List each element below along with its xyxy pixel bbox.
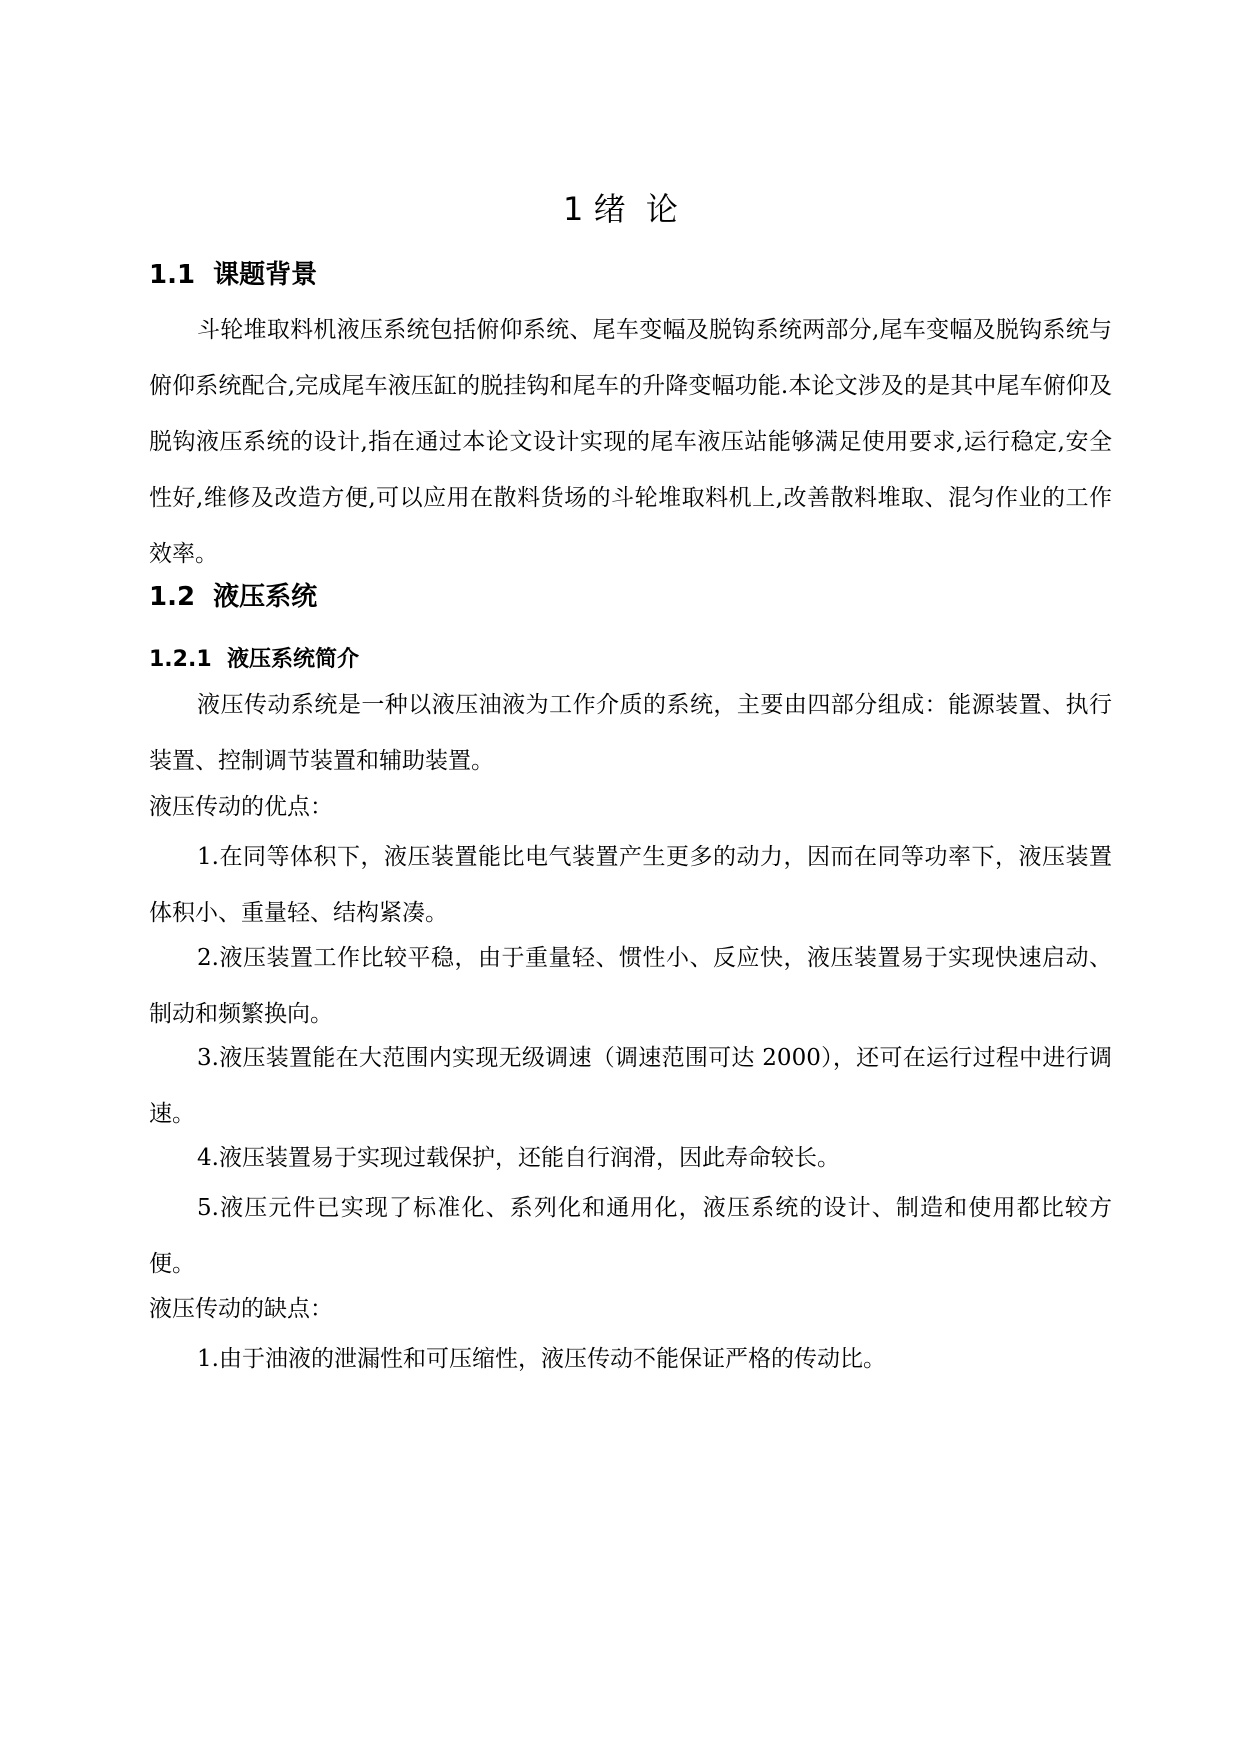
disadvantage-item: 1.由于油液的泄漏性和可压缩性，液压传动不能保证严格的传动比。 [197,1346,886,1372]
subsection-heading-1-2-1: 1.2.1 液压系统简介 [149,647,359,672]
section-heading-1-2: 1.2 液压系统 [149,582,318,612]
advantage-item: 5.液压元件已实现了标准化、系列化和通用化，液压系统的设计、制造和使用都比较方便。 [149,1195,1112,1277]
chapter-title: 1 绪 论 [563,190,678,228]
section-heading-1-1: 1.1 课题背景 [149,260,318,290]
advantage-item: 4.液压装置易于实现过载保护，还能自行润滑，因此寿命较长。 [197,1145,840,1171]
advantage-item: 3.液压装置能在大范围内实现无级调速（调速范围可达 2000），还可在运行过程中进行调速。 [149,1045,1112,1127]
advantages-label: 液压传动的优点： [149,794,333,820]
advantage-item: 2.液压装置工作比较平稳，由于重量轻、惯性小、反应快，液压装置易于实现快速启动、制动和频繁换向。 [149,945,1112,1027]
intro-paragraph: 液压传动系统是一种以液压油液为工作介质的系统，主要由四部分组成：能源装置、执行装置、控制调节装置和辅助装置。 [149,692,1112,774]
advantage-item: 1.在同等体积下，液压装置能比电气装置产生更多的动力，因而在同等功率下，液压装置体积小、重量轻、结构紧凑。 [149,844,1112,926]
disadvantages-label: 液压传动的缺点： [149,1296,333,1322]
background-paragraph: 斗轮堆取料机液压系统包括俯仰系统、尾车变幅及脱钩系统两部分,尾车变幅及脱钩系统与俯仰系统配合,完成尾车液压缸的脱挂钩和尾车的升降变幅功能.本论文涉及的是其中尾车俯仰及脱钩液压系统的设计,指在通过本论文设计实现的尾车液压站能够满足使用要求,运行稳定,安全性好,维修及改造方便,可以应用在散料货场的斗轮堆取料机上,改善散料堆取、混匀作业的工作效率。 [149,317,1112,567]
